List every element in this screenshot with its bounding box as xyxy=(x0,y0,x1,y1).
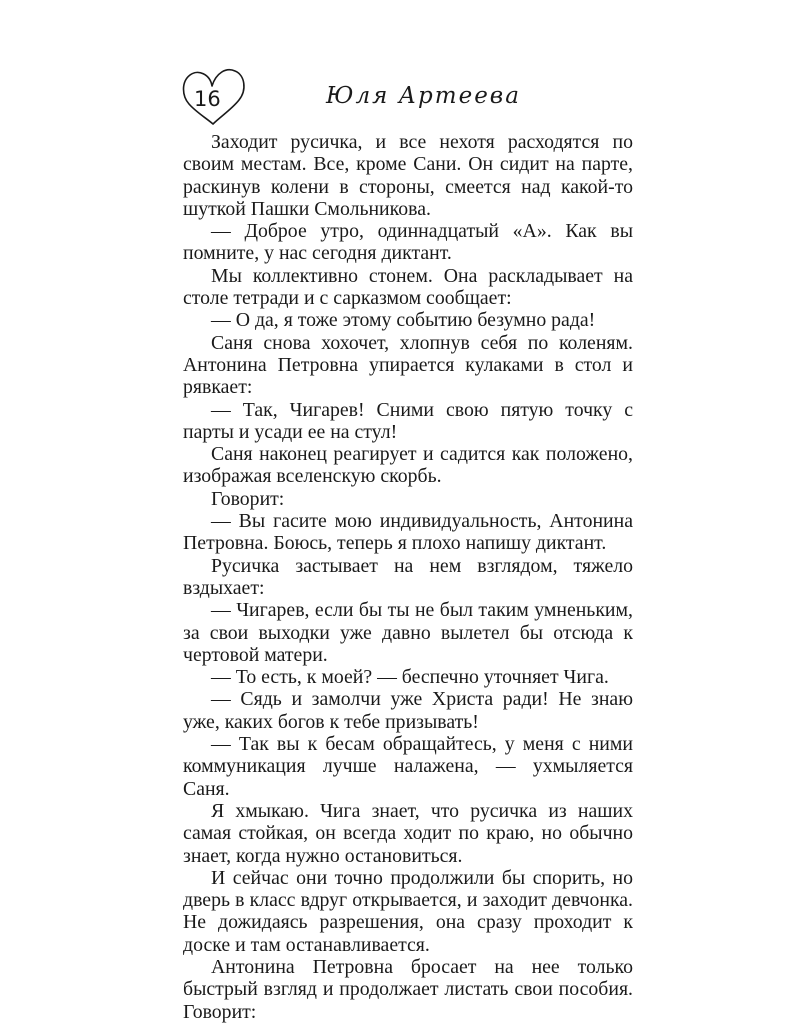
paragraph: — Доброе утро, одиннадцатый «А». Как вы помните, у нас сегодня диктант. xyxy=(183,220,633,265)
paragraph: — Так, Чигарев! Сними свою пятую точку с парты и усади ее на стул! xyxy=(183,398,633,443)
paragraph: Саня наконец реагирует и садится как положено, изображая вселенскую скорбь. xyxy=(183,443,633,488)
paragraph: — Чигарев, если бы ты не был таким умненьким, за свои выходки уже давно вылетел бы отсюда к чертовой матери. xyxy=(183,599,633,666)
paragraph: Говорит: xyxy=(211,487,285,510)
paragraph: Я хмыкаю. Чига знает, что русичка из наших самая стойкая, он всегда ходит по краю, но обычно знает, когда нужно остановиться. xyxy=(183,799,633,867)
body-text xyxy=(183,131,633,1023)
paragraph: Русичка застывает на нем взглядом, тяжело вздыхает: xyxy=(183,554,633,599)
paragraph: — То есть, к моей? — беспечно уточняет Чига. xyxy=(211,666,609,689)
author-name: Юля Артеева xyxy=(326,83,521,109)
paragraph: — О да, я тоже этому событию безумно рада! xyxy=(211,309,596,332)
paragraph: Заходит русичка, и все нехотя расходятся по своим местам. Все, кроме Сани. Он сидит на парте, раскинув колени в стороны, смеется над какой-то шуткой Пашки Смольникова. xyxy=(183,131,633,220)
paragraph: — Вы гасите мою индивидуальность, Антонина Петровна. Боюсь, теперь я плохо напишу диктант. xyxy=(183,510,633,555)
running-header xyxy=(176,66,636,126)
paragraph: Мы коллективно стонем. Она раскладывает на столе тетради и с сарказмом сообщает: xyxy=(183,264,633,310)
paragraph: Саня снова хохочет, хлопнув себя по коленям. Антонина Петровна упирается кулаками в стол и рявкает: xyxy=(183,331,633,399)
heart-page-badge xyxy=(176,66,248,126)
paragraph: Антонина Петровна бросает на нее только быстрый взгляд и продолжает листать свои пособия. Говорит: xyxy=(183,955,633,1023)
page-number: 16 xyxy=(194,87,221,111)
paragraph: И сейчас они точно продолжили бы спорить, но дверь в класс вдруг открывается, и заходит девчонка. Не дожидаясь разрешения, она сразу проходит к доске и там останавливается. xyxy=(183,866,633,956)
paragraph: — Сядь и замолчи уже Христа ради! Не знаю уже, каких богов к тебе призывать! xyxy=(183,688,633,733)
paragraph: — Так вы к бесам обращайтесь, у меня с ними коммуникация лучше налажена, — ухмыляется Саня. xyxy=(183,733,633,800)
